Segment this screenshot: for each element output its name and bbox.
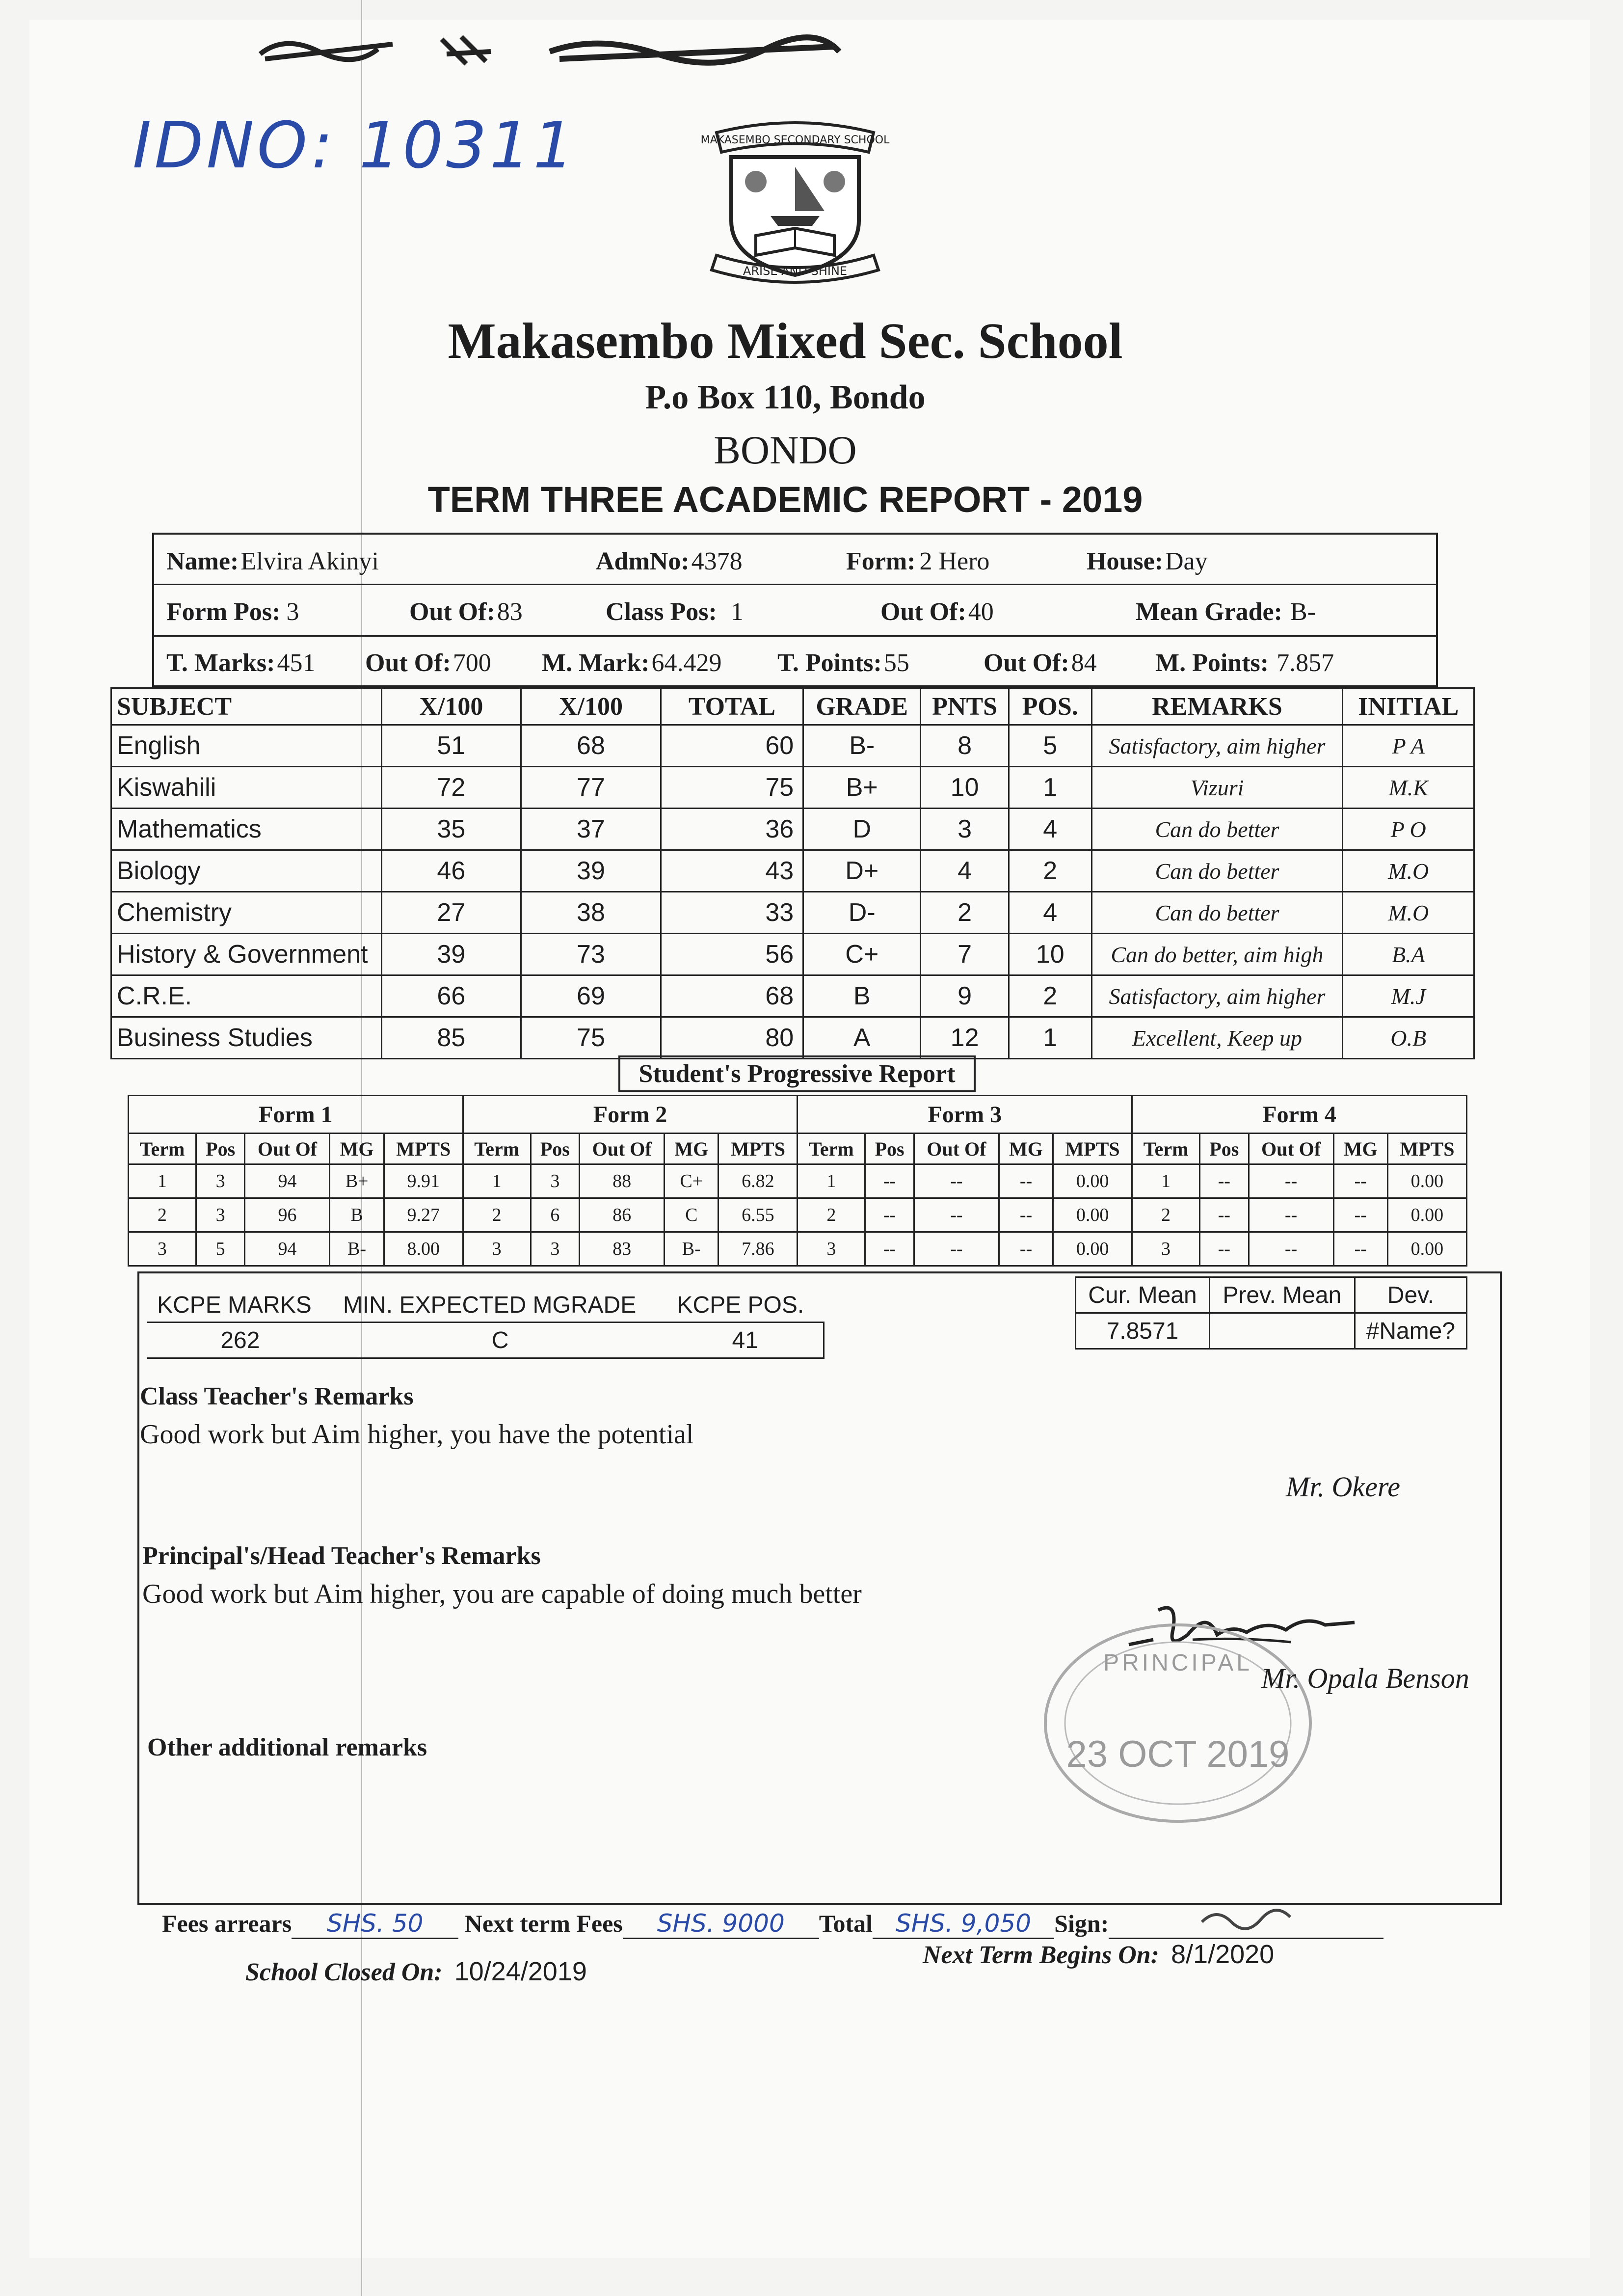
marks-table xyxy=(110,687,1475,1059)
cell: 1 xyxy=(798,1164,865,1198)
score-x2: 73 xyxy=(521,934,661,975)
form-value: 2 Hero xyxy=(919,547,990,575)
score-x2: 38 xyxy=(521,892,661,934)
other-remarks-title: Other additional remarks xyxy=(147,1733,427,1761)
kcpe-marks-value: 262 xyxy=(147,1323,333,1358)
progress-form-header-row xyxy=(129,1096,1467,1134)
kcpe-min-grade-label: MIN. EXPECTED MGRADE xyxy=(343,1292,637,1318)
svg-text:ARISE AND SHINE: ARISE AND SHINE xyxy=(743,264,848,278)
subject-position: 4 xyxy=(1009,809,1091,850)
mean-value-row xyxy=(1076,1313,1467,1349)
crossed-out-scribble xyxy=(255,25,844,69)
cell: 86 xyxy=(580,1198,665,1232)
subject-points: 3 xyxy=(921,809,1009,850)
fees-total-label: Total xyxy=(819,1910,873,1937)
cur-mean-label: Cur. Mean xyxy=(1076,1277,1210,1313)
col-mpts: MPTS xyxy=(384,1134,463,1164)
table-row xyxy=(111,934,1474,975)
kcpe-pos-value: 41 xyxy=(667,1323,824,1358)
tpoints-outof-label: Out Of: xyxy=(984,649,1069,677)
subject-grade: D+ xyxy=(803,850,921,892)
col-grade: GRADE xyxy=(803,688,921,725)
subject-position: 1 xyxy=(1009,767,1091,809)
dev-value: #Name? xyxy=(1355,1313,1466,1349)
cell: B- xyxy=(330,1232,384,1266)
mpoints-label: M. Points: xyxy=(1155,649,1269,677)
subject-name: Business Studies xyxy=(111,1017,382,1059)
principal-remarks-text: Good work but Aim higher, you are capable of doing much better xyxy=(142,1579,862,1609)
school-address: P.o Box 110, Bondo xyxy=(645,378,926,416)
subject-name: Mathematics xyxy=(111,809,382,850)
score-total: 68 xyxy=(661,975,803,1017)
id-number-note: IDNO: 10311 xyxy=(133,108,577,183)
col-outof: Out Of xyxy=(914,1134,999,1164)
table-row xyxy=(111,975,1474,1017)
subject-points: 4 xyxy=(921,850,1009,892)
subject-points: 2 xyxy=(921,892,1009,934)
cell: 88 xyxy=(580,1164,665,1198)
formpos-outof-value: 83 xyxy=(497,598,523,626)
cell: 3 xyxy=(1132,1232,1200,1266)
subject-position: 4 xyxy=(1009,892,1091,934)
classpos-label: Class Pos: xyxy=(606,598,717,626)
cell: 7.86 xyxy=(718,1232,798,1266)
school-name: Makasembo Mixed Sec. School xyxy=(448,313,1123,369)
cell: 1 xyxy=(1132,1164,1200,1198)
subject-remarks: Vizuri xyxy=(1091,767,1343,809)
cell: -- xyxy=(914,1198,999,1232)
subject-position: 1 xyxy=(1009,1017,1091,1059)
score-total: 56 xyxy=(661,934,803,975)
col-term: Term xyxy=(798,1134,865,1164)
mean-header-row xyxy=(1076,1277,1467,1313)
score-total: 33 xyxy=(661,892,803,934)
score-x1: 85 xyxy=(381,1017,521,1059)
classpos-outof-label: Out Of: xyxy=(880,598,966,626)
school-closed-label: School Closed On: xyxy=(245,1958,443,1986)
cell: -- xyxy=(865,1164,914,1198)
school-crest-logo xyxy=(697,113,893,299)
cell: -- xyxy=(865,1198,914,1232)
fees-total-value: SHS. 9,050 xyxy=(873,1909,1054,1939)
table-row xyxy=(111,892,1474,934)
score-total: 75 xyxy=(661,767,803,809)
col-total: TOTAL xyxy=(661,688,803,725)
cell: B+ xyxy=(330,1164,384,1198)
cell: -- xyxy=(1249,1232,1333,1266)
subject-name: English xyxy=(111,725,382,767)
teacher-initial: M.J xyxy=(1343,975,1474,1017)
col-mg: MG xyxy=(1333,1134,1387,1164)
subject-remarks: Satisfactory, aim higher xyxy=(1091,725,1343,767)
cell: 2 xyxy=(1132,1198,1200,1232)
teacher-initial: O.B xyxy=(1343,1017,1474,1059)
mmark-label: M. Mark: xyxy=(542,649,650,677)
cell: B- xyxy=(665,1232,718,1266)
sign-label: Sign: xyxy=(1054,1910,1109,1937)
fees-signature-scribble xyxy=(1197,1902,1295,1932)
prev-mean-label: Prev. Mean xyxy=(1209,1277,1355,1313)
cell: 2 xyxy=(463,1198,531,1232)
cell: 0.00 xyxy=(1387,1164,1466,1198)
subject-grade: B- xyxy=(803,725,921,767)
class-teacher-remarks-title: Class Teacher's Remarks xyxy=(140,1382,414,1410)
cell: 1 xyxy=(129,1164,196,1198)
stamp-top-text: PRINCIPAL xyxy=(1103,1650,1252,1676)
cell: 6.82 xyxy=(718,1164,798,1198)
cell: 3 xyxy=(196,1198,245,1232)
fees-arrears-label: Fees arrears xyxy=(162,1910,292,1937)
cell: -- xyxy=(1249,1198,1333,1232)
form-4-header: Form 4 xyxy=(1132,1096,1467,1134)
cell: 3 xyxy=(531,1164,580,1198)
cell: 1 xyxy=(463,1164,531,1198)
subject-points: 12 xyxy=(921,1017,1009,1059)
progress-report-title: Student's Progressive Report xyxy=(618,1055,976,1092)
cell: 2 xyxy=(129,1198,196,1232)
score-x1: 35 xyxy=(381,809,521,850)
col-mpts: MPTS xyxy=(718,1134,798,1164)
marks-header-row xyxy=(111,688,1474,725)
subject-position: 5 xyxy=(1009,725,1091,767)
score-x2: 68 xyxy=(521,725,661,767)
col-mg: MG xyxy=(665,1134,718,1164)
report-title: TERM THREE ACADEMIC REPORT - 2019 xyxy=(427,479,1143,520)
cell: 0.00 xyxy=(1053,1198,1132,1232)
subject-remarks: Excellent, Keep up xyxy=(1091,1017,1343,1059)
col-term: Term xyxy=(1132,1134,1200,1164)
cell: 96 xyxy=(245,1198,330,1232)
subject-position: 10 xyxy=(1009,934,1091,975)
subject-points: 10 xyxy=(921,767,1009,809)
cell: -- xyxy=(1199,1232,1249,1266)
table-row xyxy=(129,1164,1467,1198)
score-x2: 37 xyxy=(521,809,661,850)
formpos-value: 3 xyxy=(286,598,299,626)
col-term: Term xyxy=(129,1134,196,1164)
cell: 3 xyxy=(798,1232,865,1266)
cell: -- xyxy=(1249,1164,1333,1198)
col-mg: MG xyxy=(330,1134,384,1164)
score-x1: 27 xyxy=(381,892,521,934)
form-2-header: Form 2 xyxy=(463,1096,798,1134)
cell: 9.27 xyxy=(384,1198,463,1232)
subject-points: 8 xyxy=(921,725,1009,767)
kcpe-pos-label: KCPE POS. xyxy=(677,1292,804,1318)
col-mpts: MPTS xyxy=(1053,1134,1132,1164)
student-name: Elvira Akinyi xyxy=(240,547,379,575)
cell: -- xyxy=(914,1232,999,1266)
subject-grade: B xyxy=(803,975,921,1017)
cell: 3 xyxy=(196,1164,245,1198)
col-subject: SUBJECT xyxy=(111,688,382,725)
kcpe-min-grade-value: C xyxy=(333,1323,667,1358)
score-x2: 75 xyxy=(521,1017,661,1059)
next-term-row xyxy=(923,1939,1274,1970)
cur-mean-value: 7.8571 xyxy=(1076,1313,1210,1349)
formpos-outof-label: Out Of: xyxy=(409,598,495,626)
tmarks-outof-label: Out Of: xyxy=(365,649,451,677)
teacher-initial: B.A xyxy=(1343,934,1474,975)
table-row xyxy=(111,725,1474,767)
fees-arrears-value: SHS. 50 xyxy=(292,1909,458,1939)
subject-position: 2 xyxy=(1009,975,1091,1017)
cell: 0.00 xyxy=(1053,1164,1132,1198)
kcpe-marks-label: KCPE MARKS xyxy=(157,1292,312,1318)
cell: -- xyxy=(999,1198,1053,1232)
house-value: Day xyxy=(1165,547,1208,575)
subject-name: History & Government xyxy=(111,934,382,975)
class-teacher-remarks-text: Good work but Aim higher, you have the potential xyxy=(140,1419,694,1450)
subject-grade: D xyxy=(803,809,921,850)
cell: -- xyxy=(999,1164,1053,1198)
cell: C xyxy=(665,1198,718,1232)
school-closed-date: 10/24/2019 xyxy=(454,1957,587,1986)
subject-points: 9 xyxy=(921,975,1009,1017)
score-x2: 69 xyxy=(521,975,661,1017)
kcpe-value-row xyxy=(147,1323,824,1358)
col-pos: Pos xyxy=(865,1134,914,1164)
subject-remarks: Satisfactory, aim higher xyxy=(1091,975,1343,1017)
classpos-outof-value: 40 xyxy=(968,598,994,626)
name-label: Name: xyxy=(166,547,239,575)
subject-name: Kiswahili xyxy=(111,767,382,809)
next-term-label: Next Term Begins On: xyxy=(923,1941,1159,1969)
sign-line xyxy=(1109,1902,1384,1939)
cell: 5 xyxy=(196,1232,245,1266)
tpoints-outof-value: 84 xyxy=(1071,649,1097,677)
next-term-fees-value: SHS. 9000 xyxy=(623,1909,819,1939)
col-x100-b: X/100 xyxy=(521,688,661,725)
adm-number: 4378 xyxy=(691,547,743,575)
subject-remarks: Can do better xyxy=(1091,892,1343,934)
subject-grade: A xyxy=(803,1017,921,1059)
cell: -- xyxy=(999,1232,1053,1266)
col-mg: MG xyxy=(999,1134,1053,1164)
table-row xyxy=(129,1232,1467,1266)
cell: B xyxy=(330,1198,384,1232)
cell: 3 xyxy=(129,1232,196,1266)
cell: -- xyxy=(865,1232,914,1266)
cell: 0.00 xyxy=(1053,1232,1132,1266)
subject-remarks: Can do better, aim high xyxy=(1091,934,1343,975)
cell: -- xyxy=(1333,1164,1387,1198)
tmarks-value: 451 xyxy=(277,649,316,677)
score-total: 43 xyxy=(661,850,803,892)
col-remarks: REMARKS xyxy=(1091,688,1343,725)
teacher-initial: M.O xyxy=(1343,892,1474,934)
score-x1: 46 xyxy=(381,850,521,892)
dev-label: Dev. xyxy=(1355,1277,1466,1313)
score-x1: 39 xyxy=(381,934,521,975)
cell: C+ xyxy=(665,1164,718,1198)
mean-table xyxy=(1075,1276,1467,1350)
score-x1: 51 xyxy=(381,725,521,767)
cell: 94 xyxy=(245,1232,330,1266)
score-x2: 39 xyxy=(521,850,661,892)
col-pos: Pos xyxy=(531,1134,580,1164)
meangrade-value: B- xyxy=(1290,598,1316,626)
subject-points: 7 xyxy=(921,934,1009,975)
col-mpts: MPTS xyxy=(1387,1134,1466,1164)
form-label: Form: xyxy=(846,547,916,575)
subject-position: 2 xyxy=(1009,850,1091,892)
house-label: House: xyxy=(1087,547,1163,575)
col-pos: Pos xyxy=(196,1134,245,1164)
next-term-date: 8/1/2020 xyxy=(1171,1940,1275,1969)
teacher-initial: P A xyxy=(1343,725,1474,767)
form-1-header: Form 1 xyxy=(129,1096,463,1134)
subject-name: Biology xyxy=(111,850,382,892)
cell: 6.55 xyxy=(718,1198,798,1232)
formpos-label: Form Pos: xyxy=(166,598,281,626)
student-info-box xyxy=(152,533,1438,687)
col-initial: INITIAL xyxy=(1343,688,1474,725)
classpos-value: 1 xyxy=(730,598,744,626)
col-x100-a: X/100 xyxy=(381,688,521,725)
subject-name: Chemistry xyxy=(111,892,382,934)
cell: -- xyxy=(1199,1198,1249,1232)
principal-name: Mr. Opala Benson xyxy=(1261,1662,1469,1694)
col-pos: POS. xyxy=(1009,688,1091,725)
col-outof: Out Of xyxy=(580,1134,665,1164)
cell: 3 xyxy=(531,1232,580,1266)
score-total: 36 xyxy=(661,809,803,850)
cell: 83 xyxy=(580,1232,665,1266)
col-outof: Out Of xyxy=(245,1134,330,1164)
stamp-date: 23 OCT 2019 xyxy=(1066,1733,1290,1775)
teacher-initial: M.K xyxy=(1343,767,1474,809)
cell: 0.00 xyxy=(1387,1198,1466,1232)
cell: -- xyxy=(1199,1164,1249,1198)
next-term-fees-label: Next term Fees xyxy=(464,1910,623,1937)
table-row xyxy=(111,1017,1474,1059)
tmarks-outof-value: 700 xyxy=(452,649,491,677)
col-pnts: PNTS xyxy=(921,688,1009,725)
cell: -- xyxy=(914,1164,999,1198)
principal-stamp xyxy=(1040,1620,1315,1826)
col-outof: Out Of xyxy=(1249,1134,1333,1164)
cell: 8.00 xyxy=(384,1232,463,1266)
table-row xyxy=(111,767,1474,809)
kcpe-header-row xyxy=(147,1289,824,1323)
score-total: 80 xyxy=(661,1017,803,1059)
score-total: 60 xyxy=(661,725,803,767)
class-teacher-name: Mr. Okere xyxy=(1286,1471,1400,1503)
tpoints-value: 55 xyxy=(883,649,909,677)
cell: 0.00 xyxy=(1387,1232,1466,1266)
teacher-initial: M.O xyxy=(1343,850,1474,892)
svg-text:MAKASEMBO SECONDARY SCHOOL: MAKASEMBO SECONDARY SCHOOL xyxy=(700,134,890,146)
subject-grade: D- xyxy=(803,892,921,934)
adm-label: AdmNo: xyxy=(596,547,690,575)
subject-remarks: Can do better xyxy=(1091,809,1343,850)
progress-table xyxy=(128,1095,1467,1267)
cell: 6 xyxy=(531,1198,580,1232)
mpoints-value: 7.857 xyxy=(1277,649,1334,677)
score-x1: 72 xyxy=(381,767,521,809)
score-x2: 77 xyxy=(521,767,661,809)
subject-grade: C+ xyxy=(803,934,921,975)
school-closed-row xyxy=(245,1956,587,1987)
cell: 2 xyxy=(798,1198,865,1232)
score-x1: 66 xyxy=(381,975,521,1017)
subject-remarks: Can do better xyxy=(1091,850,1343,892)
kcpe-table xyxy=(147,1289,825,1359)
mmark-value: 64.429 xyxy=(651,649,722,677)
table-row xyxy=(129,1198,1467,1232)
meangrade-label: Mean Grade: xyxy=(1136,598,1282,626)
subject-name: C.R.E. xyxy=(111,975,382,1017)
principal-remarks-title: Principal's/Head Teacher's Remarks xyxy=(142,1542,541,1570)
cell: 9.91 xyxy=(384,1164,463,1198)
tmarks-label: T. Marks: xyxy=(166,649,275,677)
progress-column-header-row xyxy=(129,1134,1467,1164)
col-term: Term xyxy=(463,1134,531,1164)
fees-row xyxy=(162,1902,1487,1939)
prev-mean-value xyxy=(1209,1313,1355,1349)
table-row xyxy=(111,850,1474,892)
subject-grade: B+ xyxy=(803,767,921,809)
form-3-header: Form 3 xyxy=(798,1096,1132,1134)
cell: -- xyxy=(1333,1198,1387,1232)
col-pos: Pos xyxy=(1199,1134,1249,1164)
school-town: BONDO xyxy=(714,428,857,472)
cell: 3 xyxy=(463,1232,531,1266)
teacher-initial: P O xyxy=(1343,809,1474,850)
cell: -- xyxy=(1333,1232,1387,1266)
cell: 94 xyxy=(245,1164,330,1198)
tpoints-label: T. Points: xyxy=(777,649,882,677)
table-row xyxy=(111,809,1474,850)
